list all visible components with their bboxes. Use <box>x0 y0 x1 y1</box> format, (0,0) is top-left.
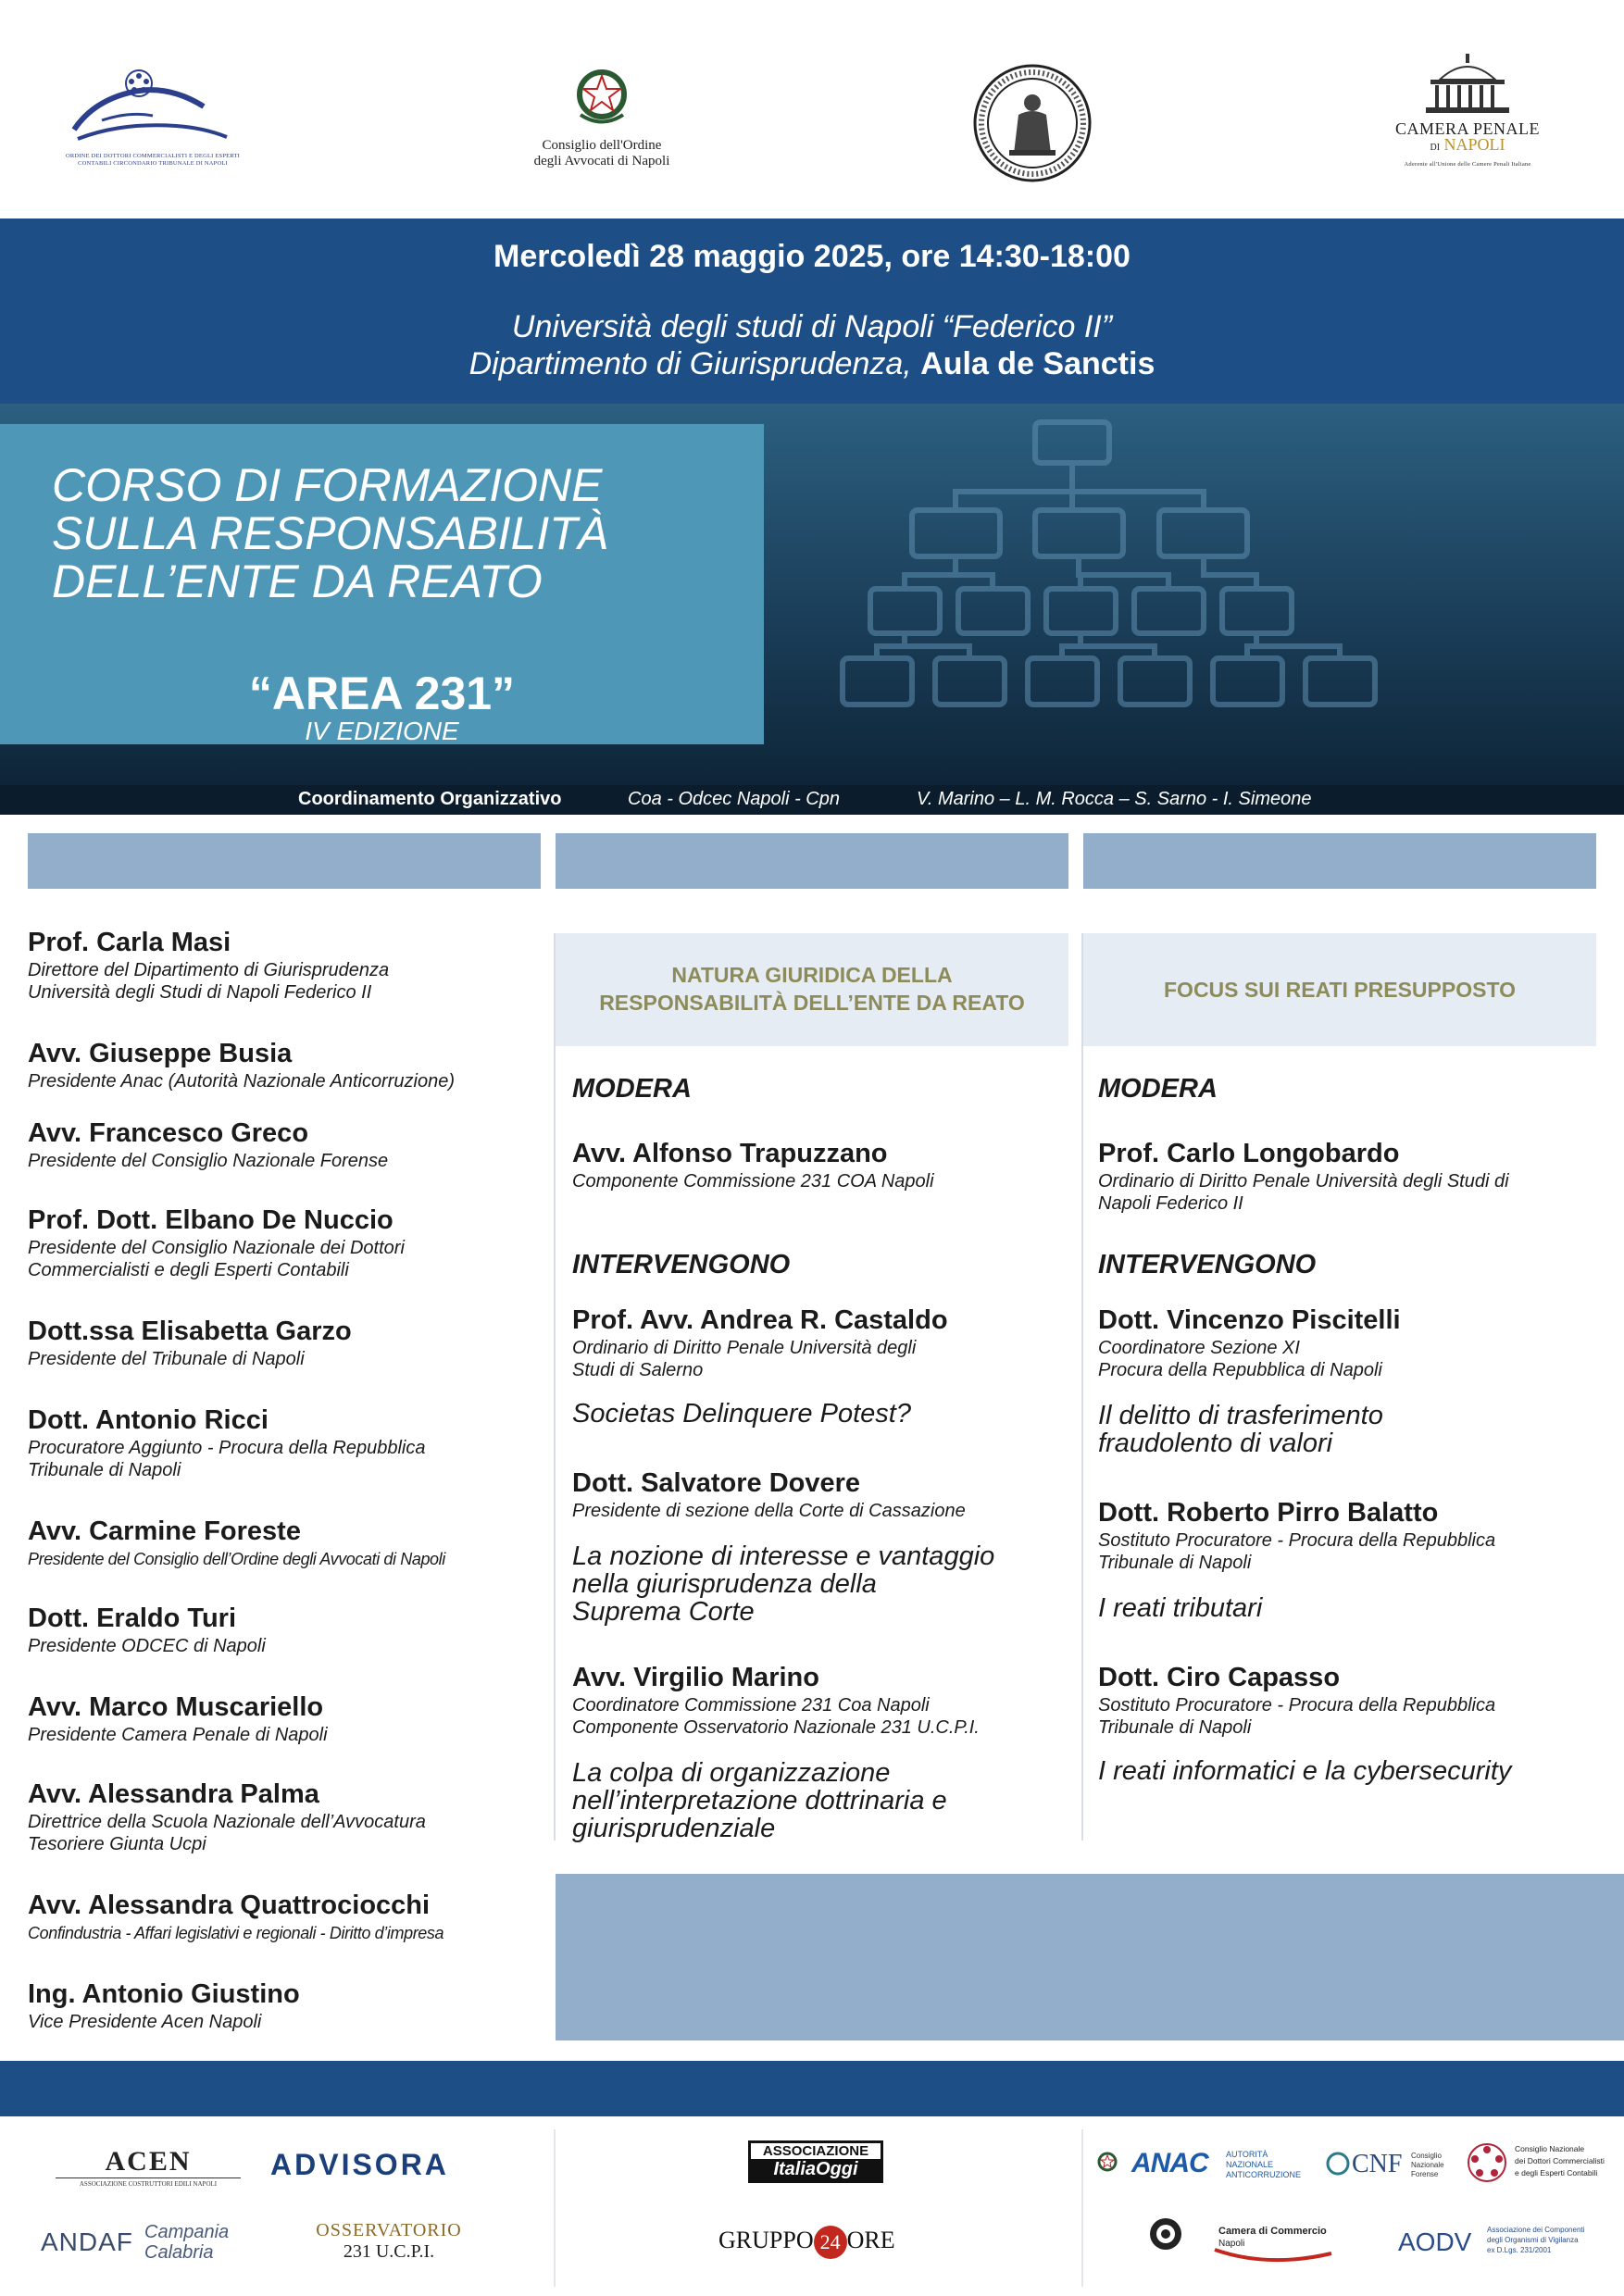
italiaoggi-line-2: ItaliaOggi <box>751 2159 881 2180</box>
coordination-bar <box>0 785 1624 815</box>
event-location-room <box>0 346 1624 382</box>
acen-sub: ASSOCIAZIONE COSTRUTTORI EDILI NAPOLI <box>56 2177 241 2188</box>
greeting-role: Università degli Studi di Napoli Federico II <box>28 982 372 1003</box>
andaf-name: ANDAF <box>41 2227 133 2256</box>
greeting-role: Presidente Camera Penale di Napoli <box>28 1725 328 1745</box>
session-1-speaker-role: Presidente di sezione della Corte di Cassazione <box>572 1501 966 1521</box>
hero-title-box <box>0 424 764 744</box>
italiaoggi-line-1: ASSOCIAZIONE <box>762 2143 869 2159</box>
session-1-speaker-role: Coordinatore Commissione 231 Coa Napoli <box>572 1695 930 1716</box>
column-bar-session-2 <box>1083 833 1596 889</box>
greeting-name: Ing. Antonio Giustino <box>28 1979 300 2009</box>
andaf-logo <box>41 2220 254 2266</box>
greeting-role: Presidente del Tribunale di Napoli <box>28 1349 305 1369</box>
event-location-university: Università degli studi di Napoli “Federico II” <box>511 309 1113 344</box>
acen-name: ACEN <box>105 2146 192 2177</box>
cndcec-line-1: Consiglio Nazionale <box>1515 2144 1585 2153</box>
sponsor-separator <box>554 2129 556 2287</box>
session-1-topic: nella giurisprudenza della <box>572 1569 877 1599</box>
camera-penale-city-name: NAPOLI <box>1443 135 1505 154</box>
osservatorio-line-2: 231 U.C.P.I. <box>343 2241 435 2262</box>
aodv-sub-1: Associazione dei Componenti <box>1487 2226 1585 2234</box>
cnf-sub-1: Consiglio <box>1411 2152 1442 2160</box>
greeting-role: Presidente Anac (Autorità Nazionale Anticorruzione) <box>28 1071 455 1092</box>
session-2-divider <box>1081 933 1083 1841</box>
greeting-role: Direttrice della Scuola Nazionale dell’Avvocatura <box>28 1812 426 1832</box>
sponsor-separator <box>1081 2129 1083 2287</box>
camera-commercio-emblem-icon <box>1148 2216 1183 2252</box>
session-2-speaker-name: Dott. Roberto Pirro Balatto <box>1098 1498 1439 1528</box>
advisora-logo: ADVISORA <box>270 2148 449 2181</box>
session-1-topic: nell’interpretazione dottrinaria e <box>572 1786 947 1816</box>
session-1-topic: Suprema Corte <box>572 1597 755 1627</box>
session-2-speaker-role: Tribunale di Napoli <box>1098 1717 1252 1738</box>
greeting-name: Avv. Carmine Foreste <box>28 1516 301 1546</box>
camera-commercio-line-1: Camera di Commercio <box>1218 2226 1327 2237</box>
course-title-line-2: SULLA RESPONSABILITÀ <box>52 507 609 559</box>
camera-penale-prefix: DI <box>1430 143 1441 153</box>
greeting-role: Vice Presidente Acen Napoli <box>28 2012 262 2032</box>
cndcec-line-3: e degli Esperti Contabili <box>1515 2168 1598 2177</box>
aodv-sub-3: ex D.Lgs. 231/2001 <box>1487 2246 1552 2254</box>
gruppo-24-ore-logo <box>718 2226 895 2259</box>
greeting-role: Tribunale di Napoli <box>28 1460 181 1480</box>
session-1-speaker-name: Avv. Virgilio Marino <box>572 1663 819 1692</box>
session-2-speaker-name: Dott. Ciro Capasso <box>1098 1663 1341 1692</box>
session-2-speaker-role: Sostituto Procuratore - Procura della Repubblica <box>1098 1530 1496 1551</box>
gruppo-word: GRUPPO <box>718 2226 814 2253</box>
greeting-role: Tesoriere Giunta Ucpi <box>28 1834 206 1854</box>
cnf-name: CNF <box>1352 2150 1403 2178</box>
event-band <box>0 218 1624 404</box>
event-department: Dipartimento di Giurisprudenza, <box>468 346 921 381</box>
camera-penale-subcaption: Aderente all'Unione delle Camere Penali Italiane <box>1404 161 1531 168</box>
course-title-line-3: DELL’ENTE DA REATO <box>52 555 543 607</box>
italian-emblem-icon <box>569 59 634 133</box>
session-1-moderator-label: MODERA <box>572 1074 692 1104</box>
session-1-title-2: RESPONSABILITÀ DELL’ENTE DA REATO <box>599 991 1025 1015</box>
camera-penale-caption: CAMERA PENALE <box>1394 119 1540 138</box>
session-2-moderator-role: Ordinario di Diritto Penale Università degli Studi di <box>1098 1171 1509 1192</box>
greeting-role: Commercialisti e degli Esperti Contabili <box>28 1260 349 1280</box>
org-chart-icon <box>815 404 1611 785</box>
andaf-region-1: Campania <box>144 2222 230 2242</box>
greeting-name: Avv. Marco Muscariello <box>28 1692 324 1722</box>
session-2-speaker-role: Coordinatore Sezione XI <box>1098 1338 1300 1358</box>
greeting-role: Presidente del Consiglio Nazionale dei Dottori <box>28 1238 405 1258</box>
session-1-speaker-name: Dott. Salvatore Dovere <box>572 1468 861 1498</box>
building-icon <box>1417 52 1518 117</box>
session-1-moderator-role: Componente Commissione 231 COA Napoli <box>572 1171 934 1192</box>
anac-sub-3: ANTICORRUZIONE <box>1226 2170 1301 2179</box>
gruppo-ore: ORE <box>846 2226 895 2253</box>
session-1-speakers-label: INTERVENGONO <box>572 1250 791 1279</box>
greeting-name: Avv. Giuseppe Busia <box>28 1039 293 1068</box>
anac-sub-1: AUTORITÀ <box>1226 2150 1268 2159</box>
column-bar-session-1 <box>556 833 1068 889</box>
coa-caption-1: Consiglio dell'Ordine <box>542 138 662 153</box>
coa-logo <box>518 59 685 180</box>
greeting-role: Presidente ODCEC di Napoli <box>28 1636 266 1656</box>
aodv-logo <box>1398 2220 1602 2266</box>
session-1-speaker-role: Componente Osservatorio Nazionale 231 U.C.P.I. <box>572 1717 980 1738</box>
camera-commercio-swoosh-icon <box>1213 2248 1333 2265</box>
footer-band <box>0 2061 1624 2116</box>
camera-penale-logo <box>1380 52 1555 191</box>
osservatorio-line-1: OSSERVATORIO <box>316 2220 462 2240</box>
cndcec-logo <box>1465 2139 1613 2190</box>
session-1-speaker-role: Studi di Salerno <box>572 1360 704 1380</box>
cnf-sub-2: Nazionale <box>1411 2161 1444 2169</box>
greeting-name: Dott. Eraldo Turi <box>28 1603 237 1633</box>
session-1-divider <box>554 933 556 1841</box>
session-2-moderator-name: Prof. Carlo Longobardo <box>1098 1139 1400 1168</box>
coordination-label: Coordinamento Organizzativo <box>298 789 562 809</box>
event-date: Mercoledì 28 maggio 2025, ore 14:30-18:00 <box>493 239 1131 274</box>
session-2-topic: I reati tributari <box>1098 1593 1263 1623</box>
coa-caption-2: degli Avvocati di Napoli <box>533 154 670 168</box>
aodv-sub-2: degli Organismi di Vigilanza <box>1487 2236 1579 2244</box>
session-1-title-1: NATURA GIURIDICA DELLA <box>671 963 953 987</box>
university-seal-icon <box>972 61 1093 185</box>
greeting-name: Avv. Alessandra Palma <box>28 1779 319 1809</box>
osservatorio-logo <box>306 2220 472 2263</box>
session-1-topic: La nozione di interesse e vantaggio <box>572 1541 995 1571</box>
session-2-topic: I reati informatici e la cybersecurity <box>1098 1756 1512 1786</box>
greeting-name: Dott. Antonio Ricci <box>28 1405 269 1435</box>
session-2-header <box>1083 933 1596 1046</box>
greeting-role: Direttore del Dipartimento di Giurisprudenza <box>28 960 390 980</box>
session-2-speaker-role: Tribunale di Napoli <box>1098 1553 1252 1573</box>
cndcec-emblem-icon <box>1465 2140 1509 2185</box>
session-2-title: FOCUS SUI REATI PRESUPPOSTO <box>1164 978 1516 1002</box>
camera-commercio-logo <box>1148 2213 1333 2263</box>
greeting-name: Prof. Dott. Elbano De Nuccio <box>28 1205 394 1235</box>
course-title <box>52 461 608 605</box>
anac-logo <box>1131 2146 1307 2183</box>
session-1-header <box>556 933 1068 1046</box>
session-1-topic: giurisprudenziale <box>572 1814 776 1843</box>
coordination-orgs: Coa - Odcec Napoli - Cpn <box>628 789 840 809</box>
course-area: “AREA 231” <box>248 668 516 719</box>
session-2-speakers-label: INTERVENGONO <box>1098 1250 1317 1279</box>
italy-emblem-small <box>1096 2150 1118 2178</box>
acen-logo <box>56 2146 241 2188</box>
greeting-name: Prof. Carla Masi <box>28 928 231 957</box>
cnf-logo <box>1326 2146 1455 2183</box>
greeting-name: Avv. Alessandra Quattrociocchi <box>28 1890 431 1920</box>
gruppo-24: 24 <box>814 2226 847 2259</box>
cnf-sub-3: Forense <box>1411 2170 1439 2178</box>
session-1-topic: La colpa di organizzazione <box>572 1758 891 1788</box>
session-1-moderator-name: Avv. Alfonso Trapuzzano <box>572 1139 888 1168</box>
session-2-speaker-name: Dott. Vincenzo Piscitelli <box>1098 1305 1401 1335</box>
coordination-people: V. Marino – L. M. Rocca – S. Sarno - I. Simeone <box>917 789 1312 809</box>
session-2-topic: Il delitto di trasferimento <box>1098 1401 1383 1430</box>
greeting-role: Procuratore Aggiunto - Procura della Repubblica <box>28 1438 426 1458</box>
anac-name: ANAC <box>1131 2148 1208 2178</box>
greeting-role: Confindustria - Affari legislativi e regionali - Diritto d’impresa <box>28 1924 444 1942</box>
event-room: Aula de Sanctis <box>920 346 1156 381</box>
greeting-name: Dott.ssa Elisabetta Garzo <box>28 1316 352 1346</box>
odcec-logo <box>65 65 241 176</box>
odcec-emblem-icon <box>65 65 241 148</box>
camera-commercio-line-2: Napoli <box>1218 2239 1245 2249</box>
bottom-blue-box <box>556 1874 1624 2040</box>
session-2-speaker-role: Procura della Repubblica di Napoli <box>1098 1360 1382 1380</box>
session-1-topic: Societas Delinquere Potest? <box>572 1399 911 1429</box>
camera-penale-city <box>1380 137 1555 156</box>
session-2-moderator-role: Napoli Federico II <box>1098 1193 1243 1214</box>
aodv-name: AODV <box>1398 2227 1472 2256</box>
italiaoggi-logo <box>748 2140 883 2183</box>
odcec-caption: ORDINE DEI DOTTORI COMMERCIALISTI E DEGLI ESPERTI CONTABILI CIRCONDARIO TRIBUNALE DI NAPOLI <box>65 153 241 167</box>
session-2-topic: fraudolento di valori <box>1098 1429 1333 1458</box>
federico-ii-seal <box>972 61 1093 185</box>
italian-emblem-icon <box>1096 2150 1118 2174</box>
greeting-role: Presidente del Consiglio dell’Ordine degli Avvocati di Napoli <box>28 1550 445 1568</box>
column-bar-greetings <box>28 833 541 889</box>
course-edition: IV EDIZIONE <box>305 717 459 745</box>
session-2-speaker-role: Sostituto Procuratore - Procura della Repubblica <box>1098 1695 1496 1716</box>
course-title-line-1: CORSO DI FORMAZIONE <box>52 459 603 511</box>
session-1-speaker-role: Ordinario di Diritto Penale Università degli <box>572 1338 917 1358</box>
hero-banner <box>0 404 1624 785</box>
anac-sub-2: NAZIONALE <box>1226 2160 1274 2169</box>
andaf-region-2: Calabria <box>144 2242 214 2263</box>
cndcec-line-2: dei Dottori Commercialisti <box>1515 2156 1605 2165</box>
session-2-moderator-label: MODERA <box>1098 1074 1218 1104</box>
greeting-name: Avv. Francesco Greco <box>28 1118 309 1148</box>
session-1-speaker-name: Prof. Avv. Andrea R. Castaldo <box>572 1305 948 1335</box>
cnf-emblem-icon <box>1326 2150 1350 2177</box>
greeting-role: Presidente del Consiglio Nazionale Forense <box>28 1151 389 1171</box>
